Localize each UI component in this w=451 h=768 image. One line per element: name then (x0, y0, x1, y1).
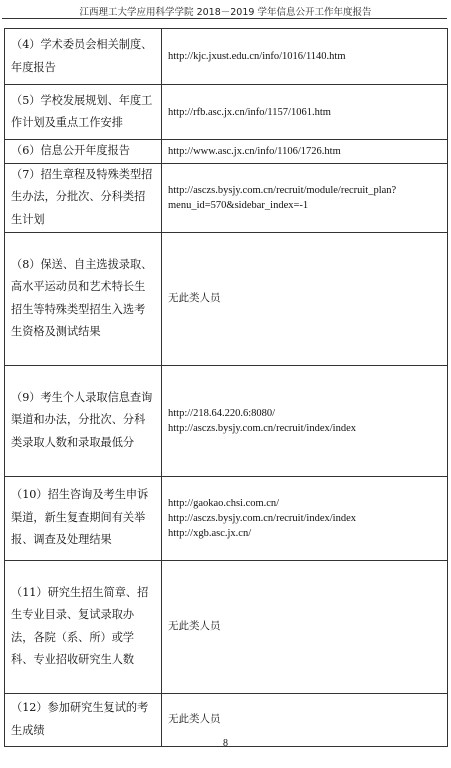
value-cell (162, 232, 448, 365)
value-cell (162, 476, 448, 560)
disclosure-table (4, 28, 448, 747)
value-cell (162, 140, 448, 164)
item-cell: （10）招生咨询及考生申诉渠道，新生复查期间有关举报、调查及处理结果 (5, 476, 162, 560)
url-link[interactable]: http://kjc.jxust.edu.cn/info/1016/1140.htm (168, 51, 346, 62)
value-cell (162, 29, 448, 85)
url-link[interactable]: http://218.64.220.6:8080/ (168, 407, 276, 419)
table-row (5, 85, 448, 140)
url-link[interactable]: http://gaokao.chsi.com.cn/ (168, 497, 280, 509)
url-link[interactable]: http://asczs.bysjy.com.cn/recruit/index/index (168, 512, 356, 524)
item-cell: （9）考生个人录取信息查询渠道和办法，分批次、分科类录取人数和录取最低分 (5, 365, 162, 476)
value-text: 无此类人员 (168, 620, 221, 632)
value-cell (162, 163, 448, 232)
item-cell: （8）保送、自主选拔录取、高水平运动员和艺术特长生招生等特殊类型招生入选考生资格及测试结果 (5, 232, 162, 365)
header-rule (2, 18, 447, 19)
table-row (5, 232, 448, 365)
table-row (5, 476, 448, 560)
url-link[interactable]: http://xgb.asc.jx.cn/ (168, 527, 252, 539)
page-header: 江西理工大学应用科学学院 2018－2019 学年信息公开工作年度报告 (79, 7, 372, 18)
value-cell (162, 560, 448, 693)
value-cell (162, 85, 448, 140)
url-link[interactable]: http://asczs.bysjy.com.cn/recruit/index/index (168, 422, 356, 434)
item-cell: （7）招生章程及特殊类型招生办法，分批次、分科类招生计划 (5, 163, 162, 232)
value-text: 无此类人员 (168, 713, 221, 725)
url-link[interactable]: http://asczs.bysjy.com.cn/recruit/module/recruit_plan?menu_id=570&sidebar_index=-1 (168, 184, 397, 211)
table-row (5, 560, 448, 693)
value-cell (162, 365, 448, 476)
table-row (5, 163, 448, 232)
item-cell: （6）信息公开年度报告 (5, 140, 162, 164)
item-cell: （4）学术委员会相关制度、年度报告 (5, 29, 162, 85)
page-number: 8 (223, 738, 228, 749)
table-row (5, 140, 448, 164)
table-row (5, 365, 448, 476)
url-link[interactable]: http://www.asc.jx.cn/info/1106/1726.htm (168, 145, 341, 157)
table-row (5, 29, 448, 85)
item-cell: （12）参加研究生复试的考生成绩 (5, 693, 162, 746)
url-link[interactable]: http://rfb.asc.jx.cn/info/1157/1061.htm (168, 106, 331, 118)
value-text: 无此类人员 (168, 292, 221, 304)
item-cell: （5）学校发展规划、年度工作计划及重点工作安排 (5, 85, 162, 140)
item-cell: （11）研究生招生简章、招生专业目录、复试录取办法，各院（系、所）或学科、专业招收研究生人数 (5, 560, 162, 693)
